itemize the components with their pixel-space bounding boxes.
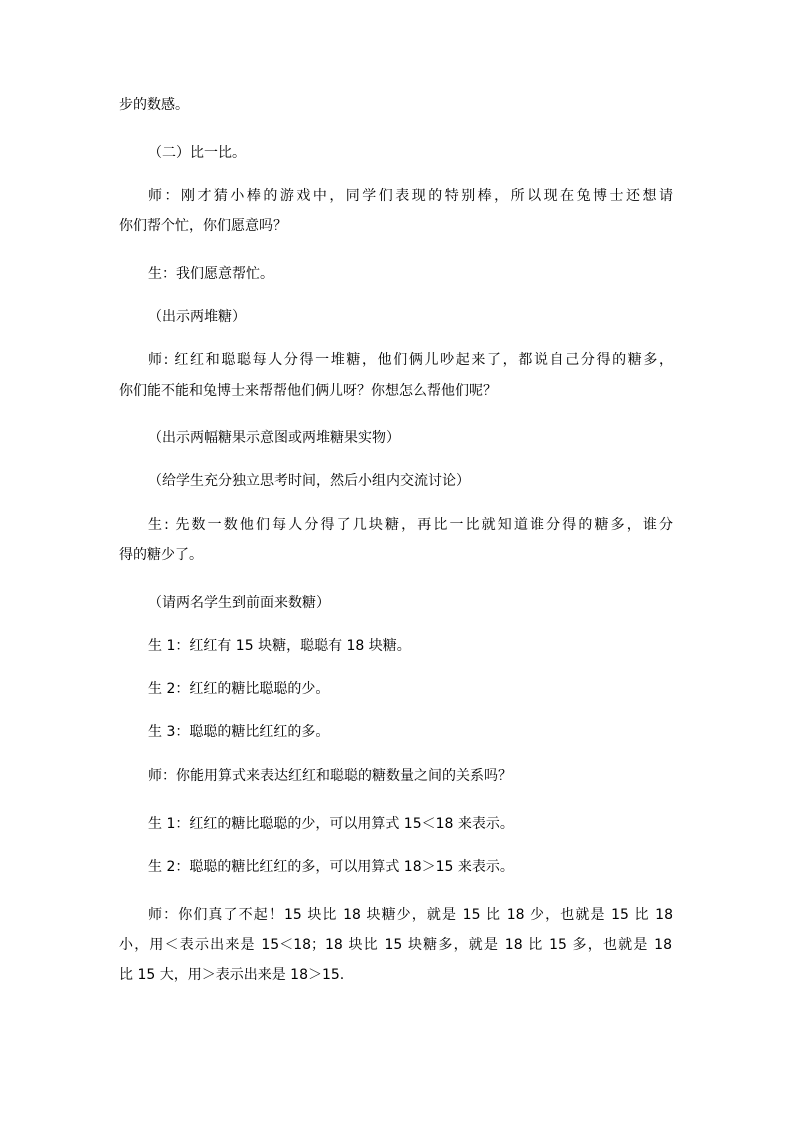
student-line: 生 2：聪聪的糖比红红的多，可以用算式 18＞15 来表示。 (148, 859, 514, 875)
student-line: 生 1：红红的糖比聪聪的少，可以用算式 15＜18 来表示。 (148, 816, 514, 832)
teacher-line: 师：你们真了不起！15 块比 18 块糖少，就是 15 比 18 少，也就是 15 比 18 (148, 907, 673, 923)
teacher-line-continuation: 你们能不能和兔博士来帮帮他们俩儿呀？你想怎么帮他们呢？ (119, 383, 497, 399)
student-line: 生 3：聪聪的糖比红红的多。 (148, 724, 330, 740)
stage-direction: （出示两幅糖果示意图或两堆糖果实物） (148, 430, 400, 446)
teacher-line: 师：刚才猜小棒的游戏中，同学们表现的特别棒，所以现在兔博士还想请 (148, 188, 673, 204)
student-line-continuation: 得的糖少了。 (119, 547, 203, 563)
stage-direction: （出示两堆糖） (148, 309, 246, 325)
teacher-line: 师: 红红和聪聪每人分得一堆糖，他们俩儿吵起来了，都说自己分得的糖多， (148, 352, 673, 368)
paragraph-continuation: 步的数感。 (119, 97, 189, 113)
teacher-line-continuation: 小，用＜表示出来是 15＜18；18 块比 15 块糖多，就是 18 比 15 多，也就是 18 (119, 937, 672, 953)
student-line: 生 1：红红有 15 块糖，聪聪有 18 块糖。 (148, 638, 411, 654)
teacher-line-continuation: 比 15 大，用＞表示出来是 18＞15. (119, 967, 345, 983)
section-heading: （二）比一比。 (148, 145, 246, 161)
teacher-line: 师：你能用算式来表达红红和聪聪的糖数量之间的关系吗？ (148, 768, 512, 784)
student-line: 生 2：红红的糖比聪聪的少。 (148, 681, 330, 697)
stage-direction: （给学生充分独立思考时间，然后小组内交流讨论） (148, 473, 470, 489)
student-line: 生: 先数一数他们每人分得了几块糖，再比一比就知道谁分得的糖多，谁分 (148, 517, 673, 533)
student-line: 生：我们愿意帮忙。 (148, 266, 274, 282)
teacher-line-continuation: 你们帮个忙，你们愿意吗？ (119, 218, 287, 234)
stage-direction: （请两名学生到前面来数糖） (148, 595, 330, 611)
